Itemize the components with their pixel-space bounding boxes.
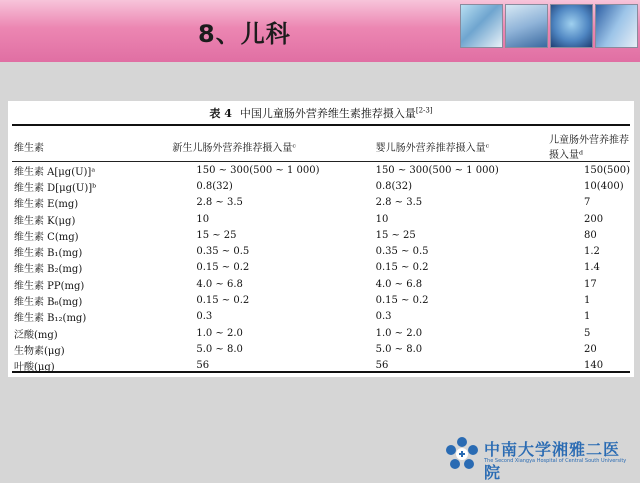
cell-infant: 5.0 ~ 8.0 (375, 343, 423, 355)
table-row (12, 195, 630, 211)
cell-infant: 0.35 ~ 0.5 (375, 246, 429, 258)
cell-vitamin: 维生素 E(mg) (14, 199, 79, 211)
cell-vitamin: 维生素 C(mg) (14, 231, 79, 243)
cell-neonate: 0.15 ~ 0.2 (196, 295, 250, 307)
header-vitamin: 维生素 (12, 131, 168, 162)
cell-neonate: 10 (196, 213, 210, 225)
cell-child: 1 (584, 311, 591, 323)
cell-infant: 2.8 ~ 3.5 (375, 197, 423, 209)
table-row (12, 162, 630, 179)
hand-photo-thumbnail (505, 4, 548, 48)
cell-neonate: 0.8(32) (196, 180, 233, 192)
table-row (12, 243, 630, 259)
cell-child: 7 (584, 197, 591, 209)
cell-neonate: 0.3 (196, 311, 213, 323)
table-top-rule (12, 124, 630, 126)
cell-infant: 150 ~ 300(500 ~ 1 000) (375, 164, 499, 176)
table-body (12, 162, 630, 374)
cell-child: 1.4 (584, 262, 600, 274)
cell-infant: 56 (375, 360, 389, 372)
cell-child: 17 (584, 278, 597, 290)
cell-infant: 0.15 ~ 0.2 (375, 295, 429, 307)
cell-neonate: 0.15 ~ 0.2 (196, 262, 250, 274)
cell-vitamin: 维生素 B₆(mg) (14, 297, 83, 309)
table-row (12, 276, 630, 292)
table-caption (8, 105, 634, 121)
cell-infant: 10 (375, 213, 389, 225)
table-panel (8, 101, 634, 377)
cell-infant: 0.3 (375, 311, 392, 323)
world-map-thumbnail (550, 4, 593, 48)
table-row (12, 325, 630, 341)
cell-vitamin: 维生素 PP(mg) (14, 280, 85, 292)
cell-neonate: 2.8 ~ 3.5 (196, 197, 243, 209)
cell-vitamin: 维生素 B₂(mg) (14, 264, 83, 276)
lab-photo-thumbnail (460, 4, 503, 48)
table-row (12, 358, 630, 374)
logo-name-cn: 中南大学湘雅二医院 (484, 440, 621, 482)
cell-neonate: 0.35 ~ 0.5 (196, 246, 250, 258)
cell-child: 200 (584, 213, 604, 225)
header-image-strip (460, 4, 638, 48)
cell-neonate: 15 ~ 25 (196, 229, 237, 241)
table-caption-label: 表 4 (209, 107, 232, 120)
cell-neonate: 4.0 ~ 6.8 (196, 278, 243, 290)
table-caption-ref: [2-3] (415, 106, 433, 115)
cell-neonate: 150 ~ 300(500 ~ 1 000) (196, 164, 320, 176)
cell-neonate: 56 (196, 360, 210, 372)
header-child: 儿童肠外营养推荐摄入量ᵈ (519, 131, 630, 162)
building-photo-thumbnail (595, 4, 638, 48)
header-band (0, 0, 640, 62)
cell-vitamin: 维生素 D[μg(U)]ᵇ (14, 182, 97, 194)
table-row (12, 309, 630, 325)
cell-child: 1.2 (584, 246, 600, 258)
hospital-logo (444, 436, 636, 482)
slide-title: 8、儿科 (198, 20, 291, 48)
cell-child: 1 (584, 295, 591, 307)
cell-infant: 0.15 ~ 0.2 (375, 262, 429, 274)
cell-infant: 15 ~ 25 (375, 229, 416, 241)
cell-vitamin: 泛酸(mg) (14, 329, 58, 341)
cell-child: 140 (584, 360, 604, 372)
cell-child: 5 (584, 327, 591, 339)
cell-vitamin: 生物素(μg) (14, 345, 65, 357)
header-infant: 婴儿肠外营养推荐摄入量ᶜ (368, 131, 519, 162)
cell-infant: 0.8(32) (375, 180, 413, 192)
cell-vitamin: 维生素 K(μg) (14, 215, 76, 227)
table-row (12, 260, 630, 276)
table-row (12, 227, 630, 243)
cell-vitamin: 维生素 B₁₂(mg) (14, 313, 87, 325)
cell-vitamin: 叶酸(μg) (14, 362, 55, 374)
table-row (12, 292, 630, 308)
cell-child: 10(400) (584, 180, 624, 192)
header-neonate: 新生儿肠外营养推荐摄入量ᶜ (168, 131, 367, 162)
cell-neonate: 1.0 ~ 2.0 (196, 327, 243, 339)
vitamin-table (12, 131, 630, 374)
cell-infant: 4.0 ~ 6.8 (375, 278, 423, 290)
cell-child: 150(500) (584, 164, 630, 176)
cell-vitamin: 维生素 A[μg(U)]ᵃ (14, 166, 96, 178)
table-caption-text: 中国儿童肠外营养维生素推荐摄入量 (239, 107, 416, 120)
table-row (12, 178, 630, 194)
cell-child: 20 (584, 343, 597, 355)
table-row (12, 341, 630, 357)
table-header-row (12, 131, 630, 162)
table-row (12, 211, 630, 227)
cell-vitamin: 维生素 B₁(mg) (14, 248, 83, 260)
cell-infant: 1.0 ~ 2.0 (375, 327, 423, 339)
flower-emblem-icon (444, 436, 480, 472)
logo-name-en: The Second Xiangya Hospital of Central South University (484, 458, 627, 464)
cell-child: 80 (584, 229, 597, 241)
cell-neonate: 5.0 ~ 8.0 (196, 343, 243, 355)
